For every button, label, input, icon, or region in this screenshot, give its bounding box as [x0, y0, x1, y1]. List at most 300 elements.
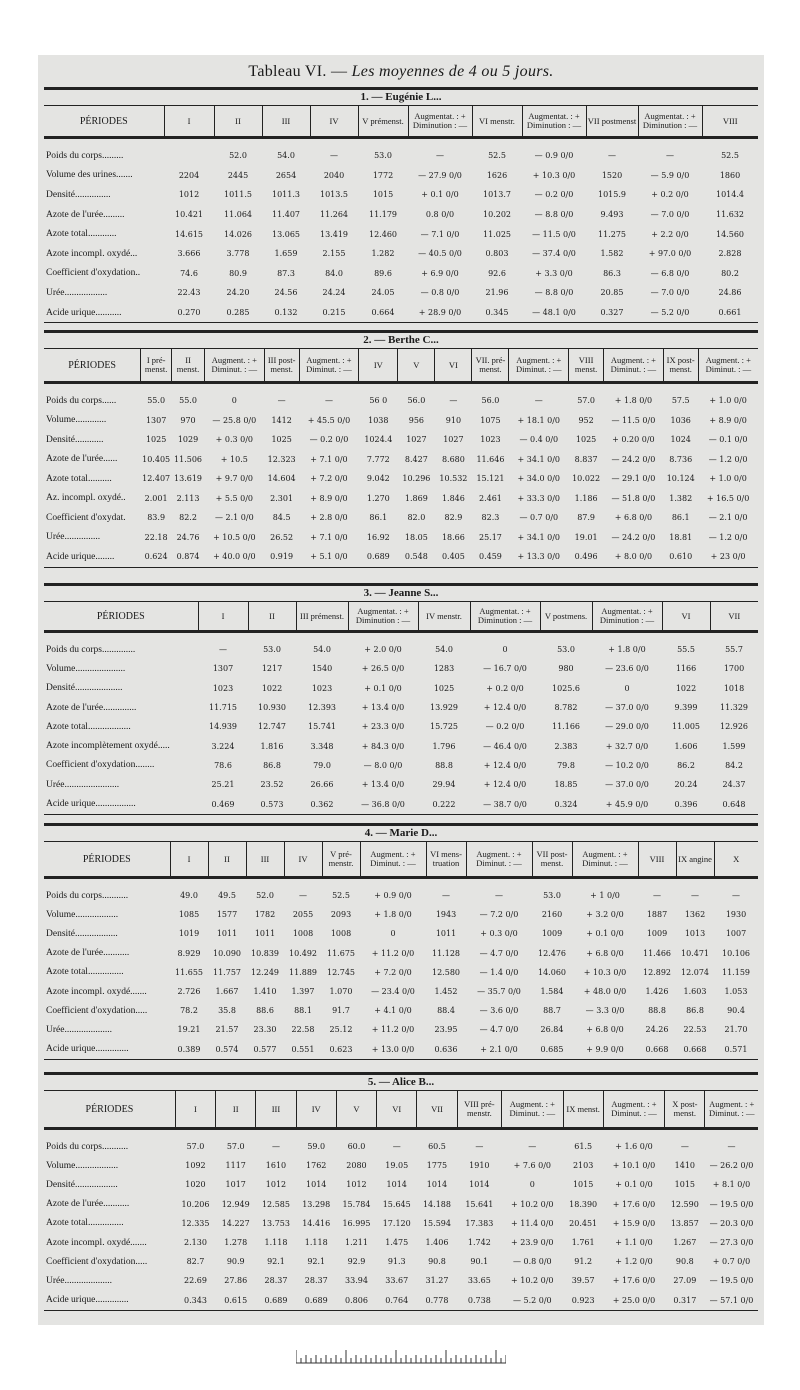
table-cell: + 12.4 0/0 — [483, 760, 527, 770]
table-cell: — 7.0 0/0 — [650, 210, 690, 220]
table-cell: 1022 — [261, 683, 283, 693]
page-title — [38, 63, 764, 81]
table-cell: 33.94 — [345, 1276, 368, 1286]
table-cell: 0.571 — [724, 1044, 748, 1054]
table-header-row — [44, 106, 758, 138]
table-cell: 86.1 — [369, 513, 388, 523]
table-cell: — 29.1 0/0 — [611, 474, 656, 484]
table-cell: 8.680 — [441, 454, 465, 464]
table-cell: 25.12 — [329, 1025, 353, 1035]
table-cell: + 13.4 0/0 — [361, 703, 405, 713]
table-row — [44, 886, 758, 905]
column-header: III prémenst. — [296, 602, 348, 632]
table-cell: 24.26 — [645, 1025, 669, 1035]
row-label: Volume..................... — [46, 663, 126, 674]
table-cell: 1.796 — [432, 741, 456, 751]
column-header: PÉRIODES — [44, 106, 164, 138]
table-cell: 88.7 — [543, 1006, 561, 1016]
table-cell: — — [436, 151, 444, 161]
table-row — [44, 1214, 758, 1233]
table-cell: 1022 — [675, 683, 697, 693]
table-cell: 1018 — [723, 683, 745, 693]
table-cell: + 9.9 0/0 — [586, 1044, 624, 1054]
table-cell: 0.636 — [434, 1044, 458, 1054]
table-cell: 18.81 — [669, 532, 693, 542]
table-cell: + 1.0 0/0 — [709, 474, 747, 484]
table-cell: 57.0 — [186, 1142, 205, 1152]
table-cell: 12.249 — [251, 967, 279, 977]
row-label: Coefficient d'oxydation........ — [46, 760, 155, 771]
table-cell: 0.874 — [176, 552, 200, 562]
table-cell: 57.0 — [226, 1142, 245, 1152]
table-cell: 1.270 — [366, 493, 390, 503]
table-cell: — 25.8 0/0 — [212, 415, 257, 425]
table-cell: 84.2 — [725, 760, 743, 770]
table-cell: 11.179 — [369, 210, 397, 220]
table-cell: 15.641 — [465, 1199, 494, 1209]
table-cell: + 7.6 0/0 — [513, 1161, 551, 1171]
table-cell: 2.301 — [270, 493, 294, 503]
table-cell: 74.6 — [180, 268, 198, 278]
table-cell: 11.166 — [552, 722, 580, 732]
table-cell: + 8.1 0/0 — [712, 1180, 751, 1190]
table-cell: 11.064 — [224, 210, 252, 220]
table-cell: + 10.5 — [220, 454, 248, 464]
table-cell: 8.782 — [554, 703, 578, 713]
table-cell: — — [392, 1142, 401, 1152]
table-cell: 0.270 — [177, 308, 201, 318]
table-cell: 49.0 — [180, 891, 198, 901]
table-cell: 1.742 — [467, 1238, 491, 1248]
table-cell: 1887 — [646, 910, 668, 920]
row-label: Azote total.................. — [46, 721, 131, 732]
document-page — [38, 55, 764, 1325]
row-label: Densité.................... — [46, 683, 123, 694]
column-header: VIII — [702, 106, 758, 138]
table-cell: + 10.3 0/0 — [583, 967, 627, 977]
table-cell: 84.5 — [272, 513, 291, 523]
table-cell: 2.828 — [718, 249, 742, 259]
table-cell: 1930 — [725, 910, 747, 920]
table-cell: 1014 — [469, 1180, 490, 1190]
table-cell: 0.327 — [600, 308, 624, 318]
table-row — [44, 775, 758, 794]
column-header: Augment. : + Diminut. : — — [466, 842, 532, 878]
table-cell: 16.92 — [366, 532, 390, 542]
column-header: Augmentat. : + Diminution : — — [522, 106, 586, 138]
table-cell: 1.382 — [669, 493, 693, 503]
table-cell: 14.615 — [175, 229, 203, 239]
column-header: Augmentat. : + Diminution : — — [592, 602, 662, 632]
row-label: Poids du corps........... — [46, 890, 129, 901]
table-cell: 10.090 — [213, 948, 241, 958]
column-header: Augment. : + Diminut. : — — [509, 349, 569, 383]
table-cell: 0.574 — [215, 1044, 239, 1054]
table-cell: 0.689 — [304, 1295, 328, 1305]
table-cell: 0.215 — [322, 308, 346, 318]
table-cell: + 10.2 0/0 — [511, 1276, 554, 1286]
row-label: Volume.................. — [46, 909, 119, 920]
table-cell: 12.393 — [308, 703, 336, 713]
table-cell: — 37.4 0/0 — [532, 249, 576, 259]
row-label: Acide urique................. — [46, 799, 136, 810]
table-cell: 17.120 — [382, 1218, 411, 1228]
table-cell: 12.892 — [643, 967, 671, 977]
table-cell: 1012 — [346, 1180, 367, 1190]
table-cell: 12.585 — [261, 1199, 290, 1209]
table-cell: — 0.2 0/0 — [309, 435, 349, 445]
table-cell: 2080 — [346, 1161, 367, 1171]
table-cell: + 0.7 0/0 — [712, 1257, 751, 1267]
table-cell: 39.57 — [571, 1276, 595, 1286]
table-cell: 78.6 — [214, 760, 232, 770]
table-cell: + 1.2 0/0 — [615, 1257, 653, 1267]
row-label: Azote de l'urée......... — [46, 209, 125, 220]
table-cell: 10.532 — [439, 474, 468, 484]
table-cell: 35.8 — [218, 1006, 236, 1016]
table-cell: 88.1 — [294, 1006, 312, 1016]
table-cell: 12.949 — [221, 1199, 250, 1209]
row-label: Azote incompl. oxydé....... — [46, 986, 147, 997]
table-header-row — [44, 602, 758, 632]
table-cell: + 1.0 0/0 — [709, 396, 747, 406]
table-cell: 3.778 — [226, 249, 250, 259]
table-cell: 10.421 — [175, 210, 203, 220]
table-cell: — — [475, 1142, 484, 1152]
table-cell: 1015 — [572, 1180, 594, 1190]
table-cell: 14.939 — [209, 722, 237, 732]
table-cell: — 0.7 0/0 — [519, 513, 559, 523]
section-rule — [44, 1059, 758, 1060]
table-cell: 24.05 — [371, 288, 395, 298]
table-cell: 12.074 — [681, 967, 709, 977]
table-cell: — 51.8 0/0 — [611, 493, 656, 503]
table-cell: 0 — [624, 683, 630, 693]
table-cell: + 10.5 0/0 — [213, 532, 256, 542]
column-header: II — [216, 1091, 256, 1129]
table-cell: + 13.3 0/0 — [517, 552, 561, 562]
column-header: PÉRIODES — [44, 349, 141, 383]
table-cell: 86.2 — [677, 760, 695, 770]
column-header: IV menstr. — [418, 602, 470, 632]
table-cell: + 4.1 0/0 — [374, 1006, 412, 1016]
table-row — [44, 1040, 758, 1059]
table-cell: 2093 — [330, 910, 352, 920]
table-row — [44, 982, 758, 1001]
table-cell: + 11.2 0/0 — [371, 1025, 415, 1035]
table-cell: 1283 — [433, 664, 455, 674]
table-cell: 13.929 — [430, 703, 458, 713]
table-cell: 0.685 — [540, 1044, 564, 1054]
row-label: Azote de l'urée.............. — [46, 702, 137, 713]
table-cell: 55.7 — [725, 645, 743, 655]
column-header: Augmentat. : + Diminution : — — [638, 106, 702, 138]
table-row — [44, 1233, 758, 1252]
column-header: VIII menst. — [569, 349, 604, 383]
table-cell: 1307 — [145, 415, 167, 425]
table-cell: 0.285 — [226, 308, 250, 318]
table-cell: 26.84 — [540, 1025, 564, 1035]
column-header: III — [256, 1091, 296, 1129]
table-cell: 2654 — [275, 170, 297, 180]
table-cell: 1011 — [435, 929, 457, 939]
table-cell: 0.317 — [673, 1295, 697, 1305]
table-row — [44, 264, 758, 284]
table-cell: + 0.3 0/0 — [480, 929, 518, 939]
table-cell: 1.869 — [404, 493, 428, 503]
table-cell: 91.2 — [574, 1257, 593, 1267]
table-cell: 9.399 — [674, 703, 698, 713]
table-cell: 0.132 — [274, 308, 298, 318]
table-cell: — 20.3 0/0 — [709, 1218, 754, 1228]
table-cell: + 2.0 0/0 — [364, 645, 402, 655]
table-cell: 0.548 — [404, 552, 428, 562]
row-label: Az. incompl. oxydé.. — [46, 493, 126, 504]
row-label: Densité.................. — [46, 928, 118, 939]
table-cell: — 4.7 0/0 — [479, 948, 519, 958]
table-cell: 24.56 — [274, 288, 298, 298]
table-cell: 82.9 — [444, 513, 463, 523]
table-cell: 1012 — [178, 190, 200, 200]
section-heading: 3. — Jeanne S... — [44, 583, 758, 602]
table-row — [44, 944, 758, 963]
table-cell: + 10.2 0/0 — [511, 1199, 554, 1209]
row-label: Coefficient d'oxydat. — [46, 512, 126, 523]
table-cell: 1014 — [426, 1180, 448, 1190]
table-cell: 1025 — [433, 683, 455, 693]
table-cell: + 5.1 0/0 — [310, 552, 348, 562]
table-cell: 1011 — [216, 929, 238, 939]
table-cell: 8.736 — [669, 454, 693, 464]
table-cell: + 0.2 0/0 — [651, 190, 689, 200]
table-cell: 11.329 — [720, 703, 748, 713]
column-header: VIII — [638, 842, 676, 878]
column-header: PÉRIODES — [44, 842, 170, 878]
column-header: II — [214, 106, 262, 138]
column-header: Augment. : + Diminut. : — — [204, 349, 264, 383]
table-cell: 53.0 — [263, 645, 281, 655]
table-row — [44, 1137, 758, 1156]
table-cell: 82.0 — [407, 513, 426, 523]
table-cell: + 0.1 0/0 — [421, 190, 459, 200]
table-cell: 14.060 — [538, 967, 566, 977]
column-header: Augment. : + Diminut. : — — [299, 349, 359, 383]
row-label: Azote total............... — [46, 1218, 124, 1229]
table-cell: — 6.8 0/0 — [650, 268, 690, 278]
table-cell: — 29.0 0/0 — [605, 722, 649, 732]
table-row — [44, 469, 758, 489]
table-cell: 2160 — [541, 910, 563, 920]
column-header: VII post-menst. — [532, 842, 572, 878]
table-cell: — — [653, 891, 661, 901]
table-row — [44, 205, 758, 225]
table-cell: + 6.8 0/0 — [586, 1025, 624, 1035]
table-cell: — 3.6 0/0 — [479, 1006, 519, 1016]
column-header: V pré-menstr. — [322, 842, 360, 878]
table-cell: — — [528, 1142, 537, 1152]
table-cell: 33.65 — [467, 1276, 491, 1286]
table-cell: 3.348 — [310, 741, 334, 751]
table-cell: — — [680, 1142, 689, 1152]
column-header: I — [175, 1091, 215, 1129]
table-cell: + 11.2 0/0 — [371, 948, 415, 958]
table-row — [44, 547, 758, 567]
table-cell: + 34.1 0/0 — [517, 454, 561, 464]
section-alice — [44, 1072, 758, 1311]
table-cell: 12.323 — [267, 454, 296, 464]
table-cell: + 6.9 0/0 — [421, 268, 459, 278]
table-cell: + 11.4 0/0 — [511, 1218, 554, 1228]
column-header: VII. pré-menst. — [472, 349, 509, 383]
table-cell: — 0.2 0/0 — [485, 722, 525, 732]
table-cell: 24.76 — [176, 532, 200, 542]
table-cell: — 2.1 0/0 — [708, 513, 748, 523]
table-cell: 21.70 — [724, 1025, 748, 1035]
table-cell: 27.09 — [673, 1276, 697, 1286]
table-row — [44, 283, 758, 303]
table-cell: 18.05 — [404, 532, 428, 542]
table-cell: — — [495, 891, 503, 901]
table-cell: 0 — [390, 929, 396, 939]
table-cell: 1025.6 — [552, 683, 580, 693]
table-cell: 53.0 — [543, 891, 561, 901]
table-cell: 1.282 — [371, 249, 395, 259]
table-cell: 11.655 — [175, 967, 203, 977]
table-cell: 13.065 — [272, 229, 300, 239]
table-cell: 92.1 — [267, 1257, 285, 1267]
data-table — [44, 106, 758, 322]
table-cell: 1027 — [443, 435, 464, 445]
table-cell: — 0.1 0/0 — [708, 435, 748, 445]
table-cell: 16.995 — [342, 1218, 371, 1228]
table-cell: 0.803 — [485, 249, 509, 259]
table-cell: 1036 — [670, 415, 691, 425]
table-cell: 12.335 — [181, 1218, 210, 1228]
table-cell: 82.2 — [179, 513, 197, 523]
table-cell: 1943 — [435, 910, 457, 920]
table-cell: — 38.7 0/0 — [483, 799, 527, 809]
table-cell: 10.202 — [483, 210, 511, 220]
column-header: Augment. : + Diminut. : — — [603, 1091, 664, 1129]
table-cell: — 7.0 0/0 — [650, 288, 690, 298]
table-cell: 11.128 — [432, 948, 460, 958]
table-cell: — 40.5 0/0 — [418, 249, 462, 259]
table-cell: 22.43 — [177, 288, 201, 298]
table-cell: 1.659 — [274, 249, 298, 259]
table-cell: 10.471 — [681, 948, 709, 958]
table-cell: + 15.9 0/0 — [612, 1218, 656, 1228]
table-cell: — 10.2 0/0 — [605, 760, 649, 770]
table-cell: — 24.2 0/0 — [611, 532, 656, 542]
table-cell: 53.0 — [374, 151, 392, 161]
table-cell: 13.753 — [261, 1218, 290, 1228]
table-cell: + 0.3 0/0 — [215, 435, 253, 445]
row-label: Urée............... — [46, 532, 101, 543]
table-cell: — 48.1 0/0 — [532, 308, 576, 318]
table-row — [44, 303, 758, 323]
table-cell: 80.2 — [721, 268, 739, 278]
table-header-row — [44, 842, 758, 878]
table-cell: 10.930 — [258, 703, 286, 713]
table-cell: 15.741 — [308, 722, 336, 732]
table-cell: 57.0 — [577, 396, 595, 406]
table-cell: 59.0 — [307, 1142, 326, 1152]
table-cell: 86.8 — [263, 760, 281, 770]
table-cell: + 0.1 0/0 — [364, 683, 402, 693]
table-cell: + 28.9 0/0 — [418, 308, 462, 318]
table-cell: 2.001 — [144, 493, 168, 503]
table-cell: + 0.2 0/0 — [486, 683, 524, 693]
table-cell: — 11.5 0/0 — [611, 415, 656, 425]
table-row — [44, 244, 758, 264]
column-header: I — [170, 842, 208, 878]
column-header: Augmentat. : + Diminution : — — [408, 106, 472, 138]
table-row — [44, 391, 758, 411]
table-cell: 11.407 — [272, 210, 300, 220]
table-cell: 28.37 — [304, 1276, 328, 1286]
table-cell: + 34.1 0/0 — [517, 532, 561, 542]
row-label: Azote incompl. oxydé... — [46, 248, 138, 259]
column-header: Augmentat. : + Diminution : — — [470, 602, 540, 632]
table-cell: + 0.9 0/0 — [374, 891, 412, 901]
table-cell: 1011.5 — [224, 190, 252, 200]
table-cell: 33.67 — [385, 1276, 409, 1286]
table-cell: 2055 — [292, 910, 314, 920]
column-header: IX post-menst. — [663, 349, 698, 383]
row-label: Coefficient d'oxydation..... — [46, 1256, 148, 1267]
column-header: VI menstr. — [472, 106, 522, 138]
table-cell: + 13.4 0/0 — [361, 780, 405, 790]
row-label: Acide urique........ — [46, 551, 115, 562]
table-cell: 1009 — [646, 929, 668, 939]
table-cell: 1.846 — [441, 493, 465, 503]
table-cell: 12.747 — [258, 722, 286, 732]
table-cell: — — [442, 891, 450, 901]
table-cell: 83.9 — [147, 513, 166, 523]
section-rule — [44, 567, 758, 568]
table-cell: 1014.4 — [716, 190, 744, 200]
table-cell: 11.275 — [598, 229, 626, 239]
table-cell: 1307 — [212, 664, 234, 674]
table-cell: 1027 — [406, 435, 427, 445]
table-cell: + 6.8 0/0 — [614, 513, 653, 523]
table-cell: 11.646 — [476, 454, 505, 464]
table-cell: — 2.1 0/0 — [214, 513, 254, 523]
row-label: Coefficient d'oxydation..... — [46, 1005, 148, 1016]
scale-ruler — [296, 1350, 506, 1364]
table-cell: 10.206 — [181, 1199, 210, 1209]
table-cell: — 24.2 0/0 — [611, 454, 656, 464]
table-cell: 1075 — [480, 415, 501, 425]
table-cell: 1025 — [575, 435, 597, 445]
table-cell: 0.573 — [260, 799, 284, 809]
table-cell: + 10.1 0/0 — [612, 1161, 656, 1171]
table-cell: 1.667 — [215, 987, 239, 997]
row-label: Volume des urines....... — [46, 170, 133, 181]
column-header: PÉRIODES — [44, 1091, 175, 1129]
table-cell: 1009 — [541, 929, 563, 939]
table-cell: — 27.3 0/0 — [709, 1238, 754, 1248]
column-header: VIII pré-menstr. — [457, 1091, 501, 1129]
table-cell: + 40.0 0/0 — [213, 552, 256, 562]
row-label: Azote incomplètement oxydé..... — [46, 741, 170, 752]
table-cell: 15.725 — [430, 722, 458, 732]
table-cell: 0.668 — [645, 1044, 669, 1054]
table-cell: 12.580 — [432, 967, 460, 977]
data-table — [44, 1091, 758, 1310]
table-cell: 0.624 — [144, 552, 168, 562]
table-cell: 89.6 — [374, 268, 392, 278]
